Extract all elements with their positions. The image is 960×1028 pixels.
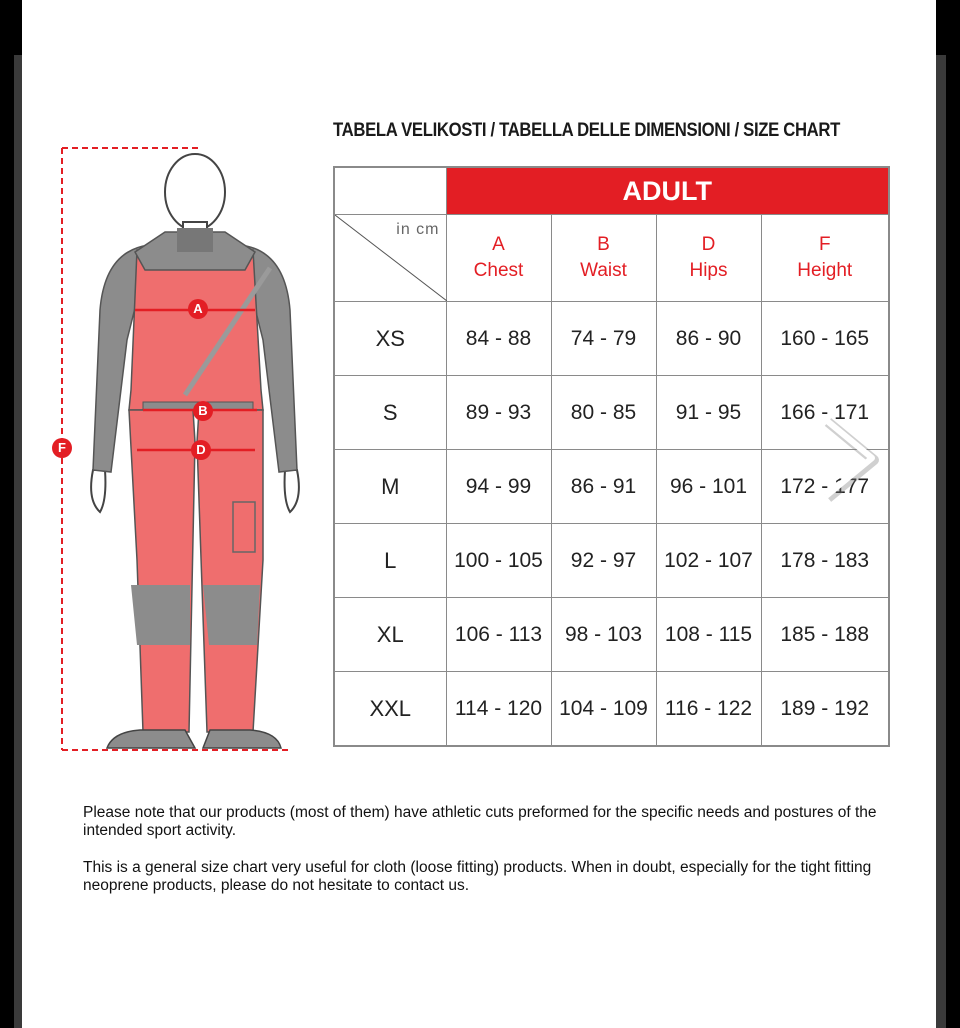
column-name: Height	[797, 260, 853, 281]
column-name: Hips	[689, 260, 728, 281]
adult-header: ADULT	[446, 167, 889, 215]
table-row	[334, 672, 889, 747]
column-header-hips	[656, 215, 761, 302]
value-cell: 116 - 122	[656, 672, 761, 747]
unit-corner	[334, 215, 446, 302]
size-cell: S	[334, 376, 446, 450]
column-letter: A	[492, 234, 505, 255]
table-row	[334, 376, 889, 450]
marker-d: D	[191, 440, 211, 460]
value-cell: 114 - 120	[446, 672, 551, 747]
note-general-chart: This is a general size chart very useful for cloth (loose fitting) products. When in doubt, especially for the tight fitting neoprene products, please do not hesitate to contact us.	[83, 859, 872, 894]
table-row	[334, 450, 889, 524]
value-cell: 86 - 90	[656, 302, 761, 376]
value-cell: 189 - 192	[761, 672, 889, 747]
value-cell: 84 - 88	[446, 302, 551, 376]
note-athletic-cut: Please note that our products (most of them) have athletic cuts preformed for the specific needs and postures of the intended sport activity.	[83, 804, 877, 839]
value-cell: 96 - 101	[656, 450, 761, 524]
column-header-height	[761, 215, 889, 302]
column-letter: D	[701, 234, 716, 255]
value-cell: 108 - 115	[656, 598, 761, 672]
header-blank	[334, 167, 446, 215]
value-cell: 74 - 79	[551, 302, 656, 376]
right-edge	[936, 55, 946, 1028]
value-cell: 178 - 183	[761, 524, 889, 598]
size-cell: XS	[334, 302, 446, 376]
marker-b: B	[193, 401, 213, 421]
value-cell: 91 - 95	[656, 376, 761, 450]
unit-label: in cm	[396, 221, 440, 238]
value-cell: 100 - 105	[446, 524, 551, 598]
column-name: Waist	[580, 260, 627, 281]
column-letter: B	[597, 234, 610, 255]
value-cell: 172 - 177	[761, 450, 889, 524]
column-header-chest	[446, 215, 551, 302]
drysuit-figure	[45, 140, 315, 760]
marker-a: A	[188, 299, 208, 319]
table-row	[334, 302, 889, 376]
value-cell: 104 - 109	[551, 672, 656, 747]
size-chart-table	[333, 166, 890, 747]
column-name: Chest	[473, 260, 524, 281]
table-row	[334, 598, 889, 672]
value-cell: 102 - 107	[656, 524, 761, 598]
chevron-right-icon[interactable]	[818, 414, 884, 506]
size-cell: L	[334, 524, 446, 598]
marker-f: F	[52, 438, 72, 458]
value-cell: 160 - 165	[761, 302, 889, 376]
notes	[83, 804, 903, 914]
chart-title: TABELA VELIKOSTI / TABELLA DELLE DIMENSIONI / SIZE CHART	[333, 120, 840, 141]
column-letter: F	[818, 234, 831, 255]
column-header-waist	[551, 215, 656, 302]
value-cell: 80 - 85	[551, 376, 656, 450]
value-cell: 89 - 93	[446, 376, 551, 450]
value-cell: 106 - 113	[446, 598, 551, 672]
value-cell: 86 - 91	[551, 450, 656, 524]
size-cell: XXL	[334, 672, 446, 747]
value-cell: 92 - 97	[551, 524, 656, 598]
table-row	[334, 524, 889, 598]
value-cell: 98 - 103	[551, 598, 656, 672]
size-cell: XL	[334, 598, 446, 672]
size-cell: M	[334, 450, 446, 524]
value-cell: 94 - 99	[446, 450, 551, 524]
value-cell: 185 - 188	[761, 598, 889, 672]
value-cell: 166 - 171	[761, 376, 889, 450]
